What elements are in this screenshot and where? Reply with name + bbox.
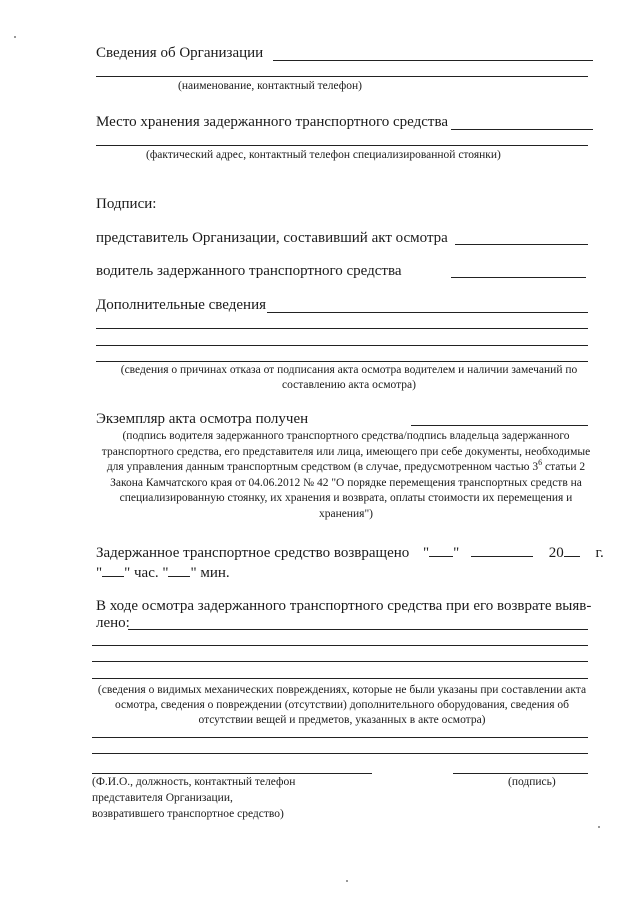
return-year-blank[interactable]	[564, 543, 580, 557]
return-signature-blank[interactable]	[453, 773, 588, 774]
inspection-label-line-2: лено:	[96, 615, 130, 631]
fio-caption-1: (Ф.И.О., должность, контактный телефон	[92, 776, 296, 788]
additional-blank-4[interactable]	[96, 361, 588, 362]
storage-label: Место хранения задержанного транспортного средства	[96, 114, 448, 130]
inspection-blank-3[interactable]	[92, 661, 588, 662]
additional-blank-3[interactable]	[96, 345, 588, 346]
fio-blank[interactable]	[92, 773, 372, 774]
inspection-blank-6[interactable]	[92, 753, 588, 754]
returned-line-2: " " час. " " мин.	[96, 565, 230, 581]
inspection-label-line-1: В ходе осмотра задержанного транспортного средства при его возврате выяв-	[96, 598, 592, 614]
inspection-blank-5[interactable]	[92, 737, 588, 738]
driver-signature-blank[interactable]	[451, 277, 586, 278]
additional-blank-2[interactable]	[96, 328, 588, 329]
inspection-blank-4[interactable]	[92, 678, 588, 679]
return-day-blank[interactable]	[429, 543, 453, 557]
storage-blank[interactable]	[451, 129, 593, 130]
org-caption: (наименование, контактный телефон)	[178, 80, 362, 92]
inspection-blank-2[interactable]	[92, 645, 588, 646]
returned-line-1: Задержанное транспортное средство возвращено " " 20 г.	[96, 545, 604, 561]
return-month-blank[interactable]	[471, 543, 533, 557]
copy-received-label: Экземпляр акта осмотра получен	[96, 411, 309, 427]
storage-caption: (фактический адрес, контактный телефон специализированной стоянки)	[146, 149, 501, 161]
org-rep-signature-blank[interactable]	[455, 244, 588, 245]
signature-caption: (подпись)	[508, 776, 556, 788]
returned-text: Задержанное транспортное средство возвращено	[96, 545, 410, 561]
hours-label: час.	[134, 565, 159, 581]
scan-speck	[14, 36, 16, 38]
org-name-blank-2[interactable]	[96, 76, 588, 77]
additional-caption: (сведения о причинах отказа от подписания акта осмотра водителем и наличии замечаний по составлению акта осмотра)	[120, 364, 578, 391]
signatures-heading: Подписи:	[96, 196, 157, 212]
fio-caption-2: представителя Организации,	[92, 792, 233, 804]
minutes-label: мин.	[200, 565, 230, 581]
inspection-caption: (сведения о видимых механических повреждениях, которые не были указаны при составлении акта осмотра, сведения о повреждении (отсутствии) дополнительного оборудования, сведения об отсутствии вещей и предметов, указанных в акте осмотра)	[97, 684, 587, 726]
copy-received-caption: (подпись водителя задержанного транспортного средства/подпись владельца задержанного транспортного средства, его представителя или лица, имеющего при себе документы, необходимые для управления данным транспортным средством (в случае, предусмотренном частью $3^6$ статьи 2 Закона Камчатского края от 04.06.2012 № 42 "О порядке перемещения транспортных средств на специализированную стоянку, их хранения и возврата, оплаты стоимости их перемещения и хранения")	[101, 430, 591, 520]
additional-label: Дополнительные сведения	[96, 297, 267, 313]
return-year-prefix: 20	[548, 545, 564, 561]
inspection-blank-1[interactable]	[128, 629, 588, 630]
driver-label: водитель задержанного транспортного средства	[96, 263, 402, 279]
scan-speck	[598, 826, 600, 828]
scan-speck	[346, 880, 348, 882]
fio-caption-3: возвратившего транспортное средство)	[92, 808, 284, 820]
storage-blank-2[interactable]	[96, 145, 588, 146]
return-year-suffix: г.	[595, 545, 604, 561]
org-name-blank[interactable]	[273, 60, 593, 61]
org-rep-label: представитель Организации, составивший акт осмотра	[96, 230, 448, 246]
org-label: Сведения об Организации	[96, 45, 264, 61]
copy-received-signature-blank[interactable]	[411, 425, 588, 426]
return-hours-blank[interactable]	[102, 563, 124, 577]
additional-blank-1[interactable]	[267, 312, 588, 313]
return-minutes-blank[interactable]	[168, 563, 190, 577]
